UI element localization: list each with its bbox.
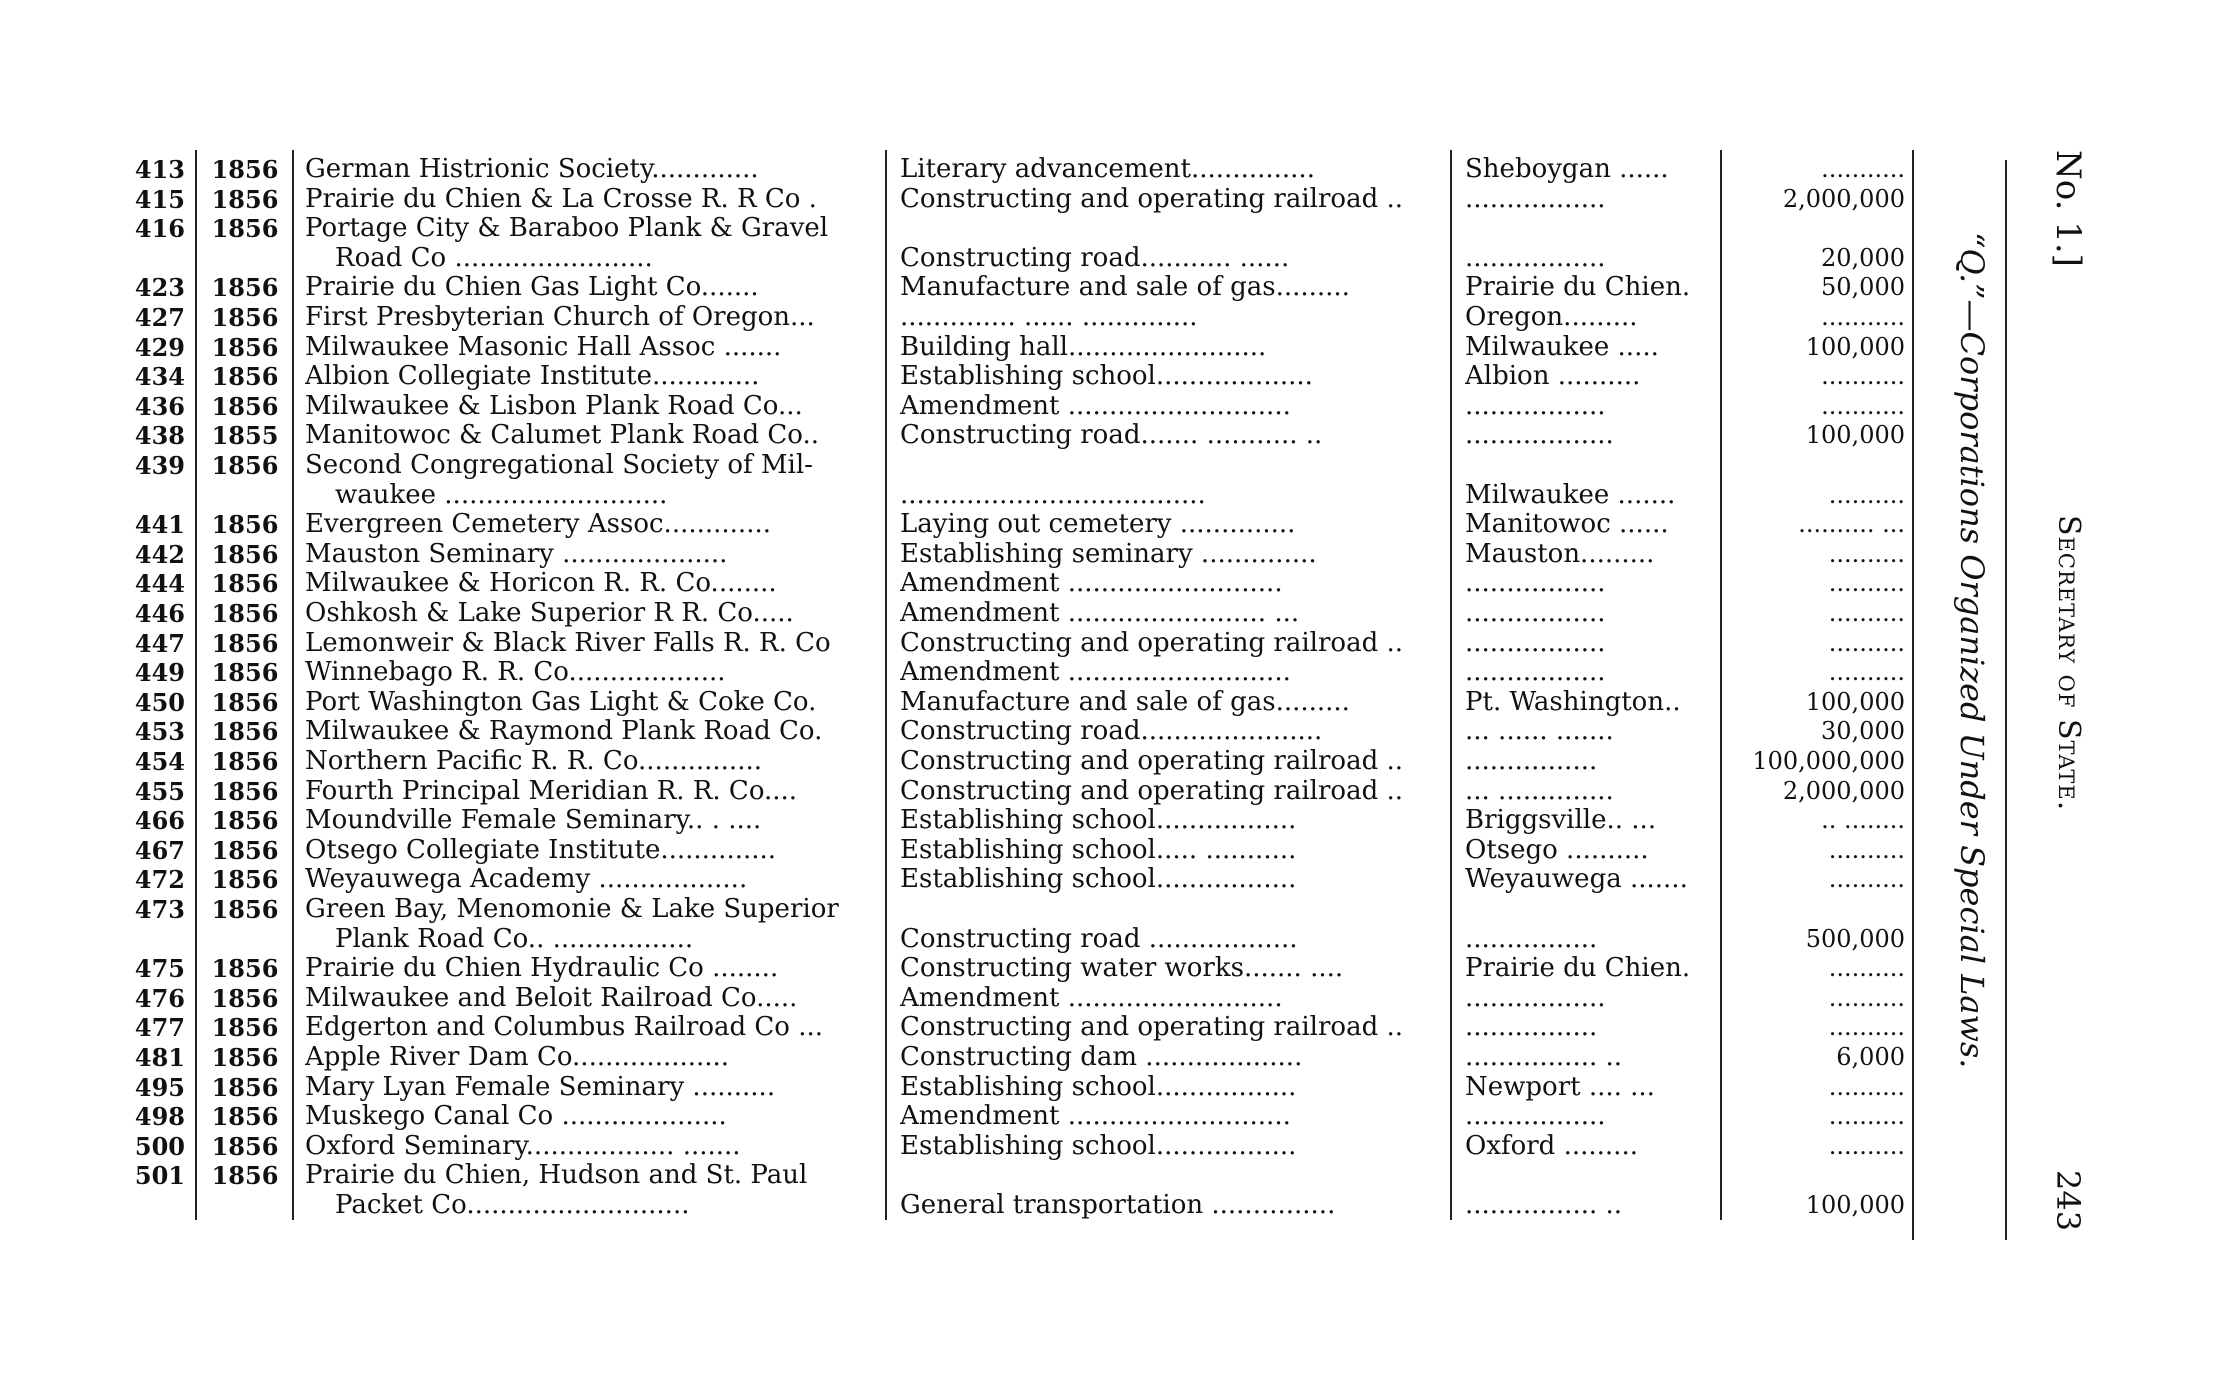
capital-stock: .......... xyxy=(1828,1131,1905,1160)
column-rule xyxy=(195,150,197,1220)
corporation-object: Amendment ........................ ... xyxy=(900,599,1300,628)
entry-year: 1856 xyxy=(211,539,279,569)
entry-year: 1856 xyxy=(211,1043,279,1072)
entry-year: 1856 xyxy=(211,1161,279,1191)
corporation-name: Edgerton and Columbus Railroad Co ... xyxy=(305,1013,824,1043)
capital-stock: .......... xyxy=(1828,865,1905,894)
entry-year: 1856 xyxy=(211,628,279,658)
corporation-object: Constructing and operating railroad .. xyxy=(900,628,1404,658)
corporation-location: ................. xyxy=(1465,628,1606,658)
entry-number: 434 xyxy=(134,362,185,392)
corporation-name: Packet Co........................... xyxy=(335,1191,690,1220)
corporation-name: Prairie du Chien Gas Light Co....... xyxy=(305,273,759,303)
corporation-object: Amendment .......................... xyxy=(900,569,1283,599)
corporation-location: ................. xyxy=(1465,391,1606,421)
entry-number: 439 xyxy=(134,451,185,480)
corporation-location xyxy=(1465,451,1715,480)
entry-year: 1856 xyxy=(211,717,279,747)
entry-year: 1856 xyxy=(211,895,279,924)
corporation-object: Amendment ........................... xyxy=(900,658,1291,688)
corporation-location: Albion .......... xyxy=(1465,362,1641,392)
corporation-name: Prairie du Chien Hydraulic Co ........ xyxy=(305,954,779,984)
corporation-location: ................ .. xyxy=(1465,1043,1623,1072)
corporation-location: Milwaukee ....... xyxy=(1465,480,1676,510)
column-rule xyxy=(885,150,887,1220)
corporation-name: Mauston Seminary .................... xyxy=(305,539,728,569)
entry-number: 453 xyxy=(134,717,185,747)
corporation-name: Prairie du Chien, Hudson and St. Paul xyxy=(305,1161,808,1191)
corporation-location: Briggsville.. ... xyxy=(1465,806,1657,836)
capital-stock: ........... xyxy=(1821,155,1905,183)
entry-number: 444 xyxy=(134,569,185,599)
corporation-object: Constructing and operating railroad .. xyxy=(900,776,1404,806)
corporation-object: General transportation ............... xyxy=(900,1191,1336,1220)
corporation-location: .................. xyxy=(1465,421,1614,451)
entry-number: 441 xyxy=(134,510,185,540)
capital-stock: .......... xyxy=(1828,599,1905,627)
corporation-object: Building hall........................ xyxy=(900,332,1267,362)
capital-stock xyxy=(1730,451,1905,480)
entry-year xyxy=(205,244,285,273)
corporation-object xyxy=(900,1161,1440,1190)
entry-year: 1856 xyxy=(211,1131,279,1161)
capital-stock xyxy=(1730,214,1905,243)
table-caption: “Q.”—Corporations Organized Under Special Laws. xyxy=(1953,231,1991,1069)
capital-stock: .......... xyxy=(1828,1102,1905,1131)
entry-year: 1856 xyxy=(211,776,279,806)
entry-year: 1856 xyxy=(211,1013,279,1043)
corporation-name: Manitowoc & Calumet Plank Road Co.. xyxy=(305,421,819,451)
entry-year: 1856 xyxy=(211,954,279,984)
corporation-object xyxy=(900,214,1440,243)
capital-stock: 100,000 xyxy=(1805,332,1905,361)
corporation-object: Amendment ........................... xyxy=(900,1102,1291,1132)
corporation-object: Establishing school..... ........... xyxy=(900,835,1297,865)
corporation-object: Constructing and operating railroad .. xyxy=(900,1013,1404,1043)
entry-year: 1856 xyxy=(211,658,279,688)
column-rule xyxy=(292,150,294,1220)
corporation-object: Laying out cemetery .............. xyxy=(900,510,1296,540)
corporation-object: Constructing road...................... xyxy=(900,717,1323,747)
corporation-location: Oxford ......... xyxy=(1465,1131,1638,1161)
corporation-name: Prairie du Chien & La Crosse R. R Co . xyxy=(305,184,817,214)
corporation-location: ................. xyxy=(1465,658,1606,688)
entry-number xyxy=(120,244,185,273)
entry-year xyxy=(205,481,285,510)
corporation-name: waukee ........................... xyxy=(335,480,668,510)
entry-year: 1856 xyxy=(211,451,279,480)
corporation-name: Mary Lyan Female Seminary .......... xyxy=(305,1072,776,1102)
entry-year: 1856 xyxy=(211,1072,279,1102)
capital-stock: 100,000 xyxy=(1805,1191,1905,1219)
corporation-object: Manufacture and sale of gas......... xyxy=(900,273,1350,303)
entry-year xyxy=(205,1191,285,1220)
capital-stock: 2,000,000 xyxy=(1782,776,1905,805)
corporation-name: Oxford Seminary.................. ....... xyxy=(305,1131,741,1161)
corporation-name: Otsego Collegiate Institute.............. xyxy=(305,835,777,865)
entry-year: 1856 xyxy=(211,1102,279,1132)
corporation-location: ................ xyxy=(1465,747,1598,776)
capital-stock: .......... xyxy=(1828,983,1905,1012)
entry-year: 1856 xyxy=(211,184,279,214)
entry-number: 454 xyxy=(134,747,185,776)
corporation-location: Prairie du Chien. xyxy=(1465,954,1691,984)
page-rule xyxy=(2005,160,2007,1240)
entry-number: 476 xyxy=(134,983,185,1013)
corporation-object: Constructing dam ................... xyxy=(900,1043,1303,1072)
entry-number: 436 xyxy=(134,391,185,421)
entry-year: 1856 xyxy=(211,865,279,895)
corporation-name: Port Washington Gas Light & Coke Co. xyxy=(305,687,817,717)
entry-number: 427 xyxy=(134,303,185,332)
corporation-name: First Presbyterian Church of Oregon... xyxy=(305,303,815,332)
corporation-object: Establishing school................. xyxy=(900,806,1297,836)
entry-year: 1856 xyxy=(211,687,279,717)
corporation-location: Sheboygan ...... xyxy=(1465,155,1669,184)
corporation-location: Prairie du Chien. xyxy=(1465,273,1691,303)
corporation-object: ..................................... xyxy=(900,480,1206,510)
corporation-location xyxy=(1465,1161,1715,1190)
entry-number: 495 xyxy=(134,1072,185,1102)
entry-year: 1856 xyxy=(211,747,279,776)
corporation-location xyxy=(1465,214,1715,243)
corporation-location: Oregon......... xyxy=(1465,303,1638,332)
corporation-location: ................. xyxy=(1465,599,1606,628)
entry-year: 1856 xyxy=(211,510,279,540)
corporation-location: ................. xyxy=(1465,1102,1606,1132)
corporation-object: Establishing school................. xyxy=(900,1072,1297,1102)
corporation-object: Constructing water works....... .... xyxy=(900,954,1344,984)
corporation-location: ................ xyxy=(1465,924,1598,954)
entry-year: 1856 xyxy=(211,835,279,865)
corporation-location: ................. xyxy=(1465,184,1606,214)
corporation-object: Establishing school................. xyxy=(900,1131,1297,1161)
entry-year: 1856 xyxy=(211,599,279,628)
entry-year: 1856 xyxy=(211,569,279,599)
corporation-location: Weyauwega ....... xyxy=(1465,865,1688,895)
capital-stock: 30,000 xyxy=(1821,717,1905,746)
corporation-location: ................ xyxy=(1465,1013,1598,1043)
corporation-name: Albion Collegiate Institute............. xyxy=(305,362,760,392)
capital-stock: 2,000,000 xyxy=(1782,184,1905,213)
corporation-location: Manitowoc ...... xyxy=(1465,510,1669,540)
corporation-object: Constructing road .................. xyxy=(900,924,1298,954)
capital-stock: .......... xyxy=(1828,628,1905,657)
corporation-name: Weyauwega Academy .................. xyxy=(305,865,748,895)
capital-stock: 6,000 xyxy=(1836,1043,1905,1071)
corporation-location: ... .............. xyxy=(1465,776,1614,806)
corporation-location: Mauston......... xyxy=(1465,539,1655,569)
capital-stock: .. ........ xyxy=(1821,806,1905,835)
entry-number: 498 xyxy=(134,1102,185,1132)
entry-year: 1856 xyxy=(211,806,279,836)
corporation-object: Literary advancement............... xyxy=(900,155,1315,184)
corporation-name: Plank Road Co.. ................. xyxy=(335,924,694,954)
corporation-location: Newport .... ... xyxy=(1465,1072,1655,1102)
entry-number: 415 xyxy=(134,184,185,214)
entry-number: 442 xyxy=(134,539,185,569)
entry-year: 1856 xyxy=(211,983,279,1013)
corporation-object: Manufacture and sale of gas......... xyxy=(900,687,1350,717)
column-rule xyxy=(1450,150,1452,1220)
corporation-name: Oshkosh & Lake Superior R R. Co..... xyxy=(305,599,794,628)
entry-number: 475 xyxy=(134,954,185,984)
corporation-name: Muskego Canal Co .................... xyxy=(305,1102,727,1132)
corporation-object: Establishing school................... xyxy=(900,362,1313,392)
capital-stock: 50,000 xyxy=(1821,273,1905,302)
capital-stock: 20,000 xyxy=(1821,243,1905,272)
corporation-name: Milwaukee Masonic Hall Assoc ....... xyxy=(305,332,782,362)
corporation-name: Northern Pacific R. R. Co............... xyxy=(305,747,762,776)
capital-stock: ........... xyxy=(1821,362,1905,391)
capital-stock: .......... xyxy=(1828,539,1905,568)
entry-year: 1855 xyxy=(211,421,279,451)
capital-stock: 100,000 xyxy=(1805,421,1905,450)
entry-number: 477 xyxy=(134,1013,185,1043)
entry-number: 481 xyxy=(134,1043,185,1072)
corporation-name: Green Bay, Menomonie & Lake Superior xyxy=(305,895,839,924)
corporation-object: .............. ...... .............. xyxy=(900,303,1198,332)
corporation-name: Milwaukee and Beloit Railroad Co..... xyxy=(305,983,798,1013)
entry-number: 416 xyxy=(134,214,185,244)
corporation-location: Milwaukee ..... xyxy=(1465,332,1659,362)
table-right-rule xyxy=(1912,150,1914,1240)
corporation-location: ................ .. xyxy=(1465,1191,1623,1220)
corporation-object: Amendment ........................... xyxy=(900,391,1291,421)
corporation-object: Constructing road........... ...... xyxy=(900,243,1290,273)
corporation-name: Second Congregational Society of Mil- xyxy=(305,451,813,480)
entry-number: 449 xyxy=(134,658,185,688)
capital-stock: .......... xyxy=(1828,835,1905,864)
capital-stock xyxy=(1730,895,1905,924)
entry-number: 500 xyxy=(134,1131,185,1161)
corporation-name: Evergreen Cemetery Assoc............. xyxy=(305,510,771,540)
entry-number xyxy=(120,481,185,510)
capital-stock: .......... xyxy=(1828,1013,1905,1042)
capital-stock: 100,000,000 xyxy=(1752,747,1905,775)
corporation-name: Milwaukee & Horicon R. R. Co........ xyxy=(305,569,777,599)
capital-stock xyxy=(1730,1161,1905,1190)
corporation-location: Pt. Washington.. xyxy=(1465,687,1681,717)
corporation-object xyxy=(900,451,1440,480)
corporation-location: ................. xyxy=(1465,983,1606,1013)
entry-number: 446 xyxy=(134,599,185,628)
corporation-name: Fourth Principal Meridian R. R. Co.... xyxy=(305,776,798,806)
entry-year: 1856 xyxy=(211,214,279,244)
entry-number: 473 xyxy=(134,895,185,924)
entry-number: 438 xyxy=(134,421,185,451)
capital-stock: ........... xyxy=(1821,303,1905,331)
entry-number: 501 xyxy=(134,1161,185,1191)
department-header: Secretary of State. xyxy=(2051,515,2086,812)
corporation-location: ... ...... ....... xyxy=(1465,717,1614,747)
entry-number xyxy=(120,1191,185,1220)
entry-number: 413 xyxy=(134,155,185,184)
corporation-object: Amendment .......................... xyxy=(900,983,1283,1013)
corporation-location xyxy=(1465,895,1715,924)
corporation-name: Lemonweir & Black River Falls R. R. Co xyxy=(305,628,831,658)
entry-year: 1856 xyxy=(211,303,279,332)
corporation-name: Road Co ........................ xyxy=(335,243,653,273)
entry-year: 1856 xyxy=(211,332,279,362)
corporation-location: ................. xyxy=(1465,569,1606,599)
corporation-name: Winnebago R. R. Co................... xyxy=(305,658,726,688)
corporation-name: Moundville Female Seminary.. . .... xyxy=(305,806,762,836)
entry-number: 467 xyxy=(134,835,185,865)
entry-number: 472 xyxy=(134,865,185,895)
capital-stock: .......... xyxy=(1828,480,1905,509)
entry-number: 429 xyxy=(134,332,185,362)
capital-stock: .......... xyxy=(1828,658,1905,687)
corporation-location: ................. xyxy=(1465,243,1606,273)
entry-number: 423 xyxy=(134,273,185,303)
corporation-location: Otsego .......... xyxy=(1465,835,1649,865)
entry-year: 1856 xyxy=(211,273,279,303)
capital-stock: .......... xyxy=(1828,1072,1905,1101)
corporation-object: Constructing and operating railroad .. xyxy=(900,184,1404,214)
page-number: 243 xyxy=(2049,1170,2087,1232)
entry-number xyxy=(120,925,185,954)
capital-stock: .......... xyxy=(1828,569,1905,598)
capital-stock: ........... xyxy=(1821,391,1905,420)
corporation-name: Apple River Dam Co................... xyxy=(305,1043,730,1072)
document-number: No. 1.] xyxy=(2048,150,2088,267)
corporation-name: German Histrionic Society............. xyxy=(305,155,759,184)
corporation-name: Portage City & Baraboo Plank & Gravel xyxy=(305,214,829,244)
entry-year: 1856 xyxy=(211,362,279,392)
capital-stock: 500,000 xyxy=(1805,924,1905,953)
entry-number: 455 xyxy=(134,776,185,806)
entry-number: 466 xyxy=(134,806,185,836)
capital-stock: .......... ... xyxy=(1798,510,1905,539)
entry-year xyxy=(205,925,285,954)
corporation-object: Establishing school................. xyxy=(900,865,1297,895)
column-rule xyxy=(1720,150,1722,1220)
capital-stock: 100,000 xyxy=(1805,687,1905,716)
corporation-object xyxy=(900,895,1440,924)
entry-year: 1856 xyxy=(211,391,279,421)
corporation-object: Constructing and operating railroad .. xyxy=(900,747,1404,776)
entry-year: 1856 xyxy=(211,155,279,184)
corporation-name: Milwaukee & Raymond Plank Road Co. xyxy=(305,717,823,747)
corporation-name: Milwaukee & Lisbon Plank Road Co... xyxy=(305,391,803,421)
corporation-object: Constructing road....... ........... .. xyxy=(900,421,1323,451)
capital-stock: .......... xyxy=(1828,954,1905,983)
entry-number: 450 xyxy=(134,687,185,717)
entry-number: 447 xyxy=(134,628,185,658)
corporation-object: Establishing seminary .............. xyxy=(900,539,1317,569)
